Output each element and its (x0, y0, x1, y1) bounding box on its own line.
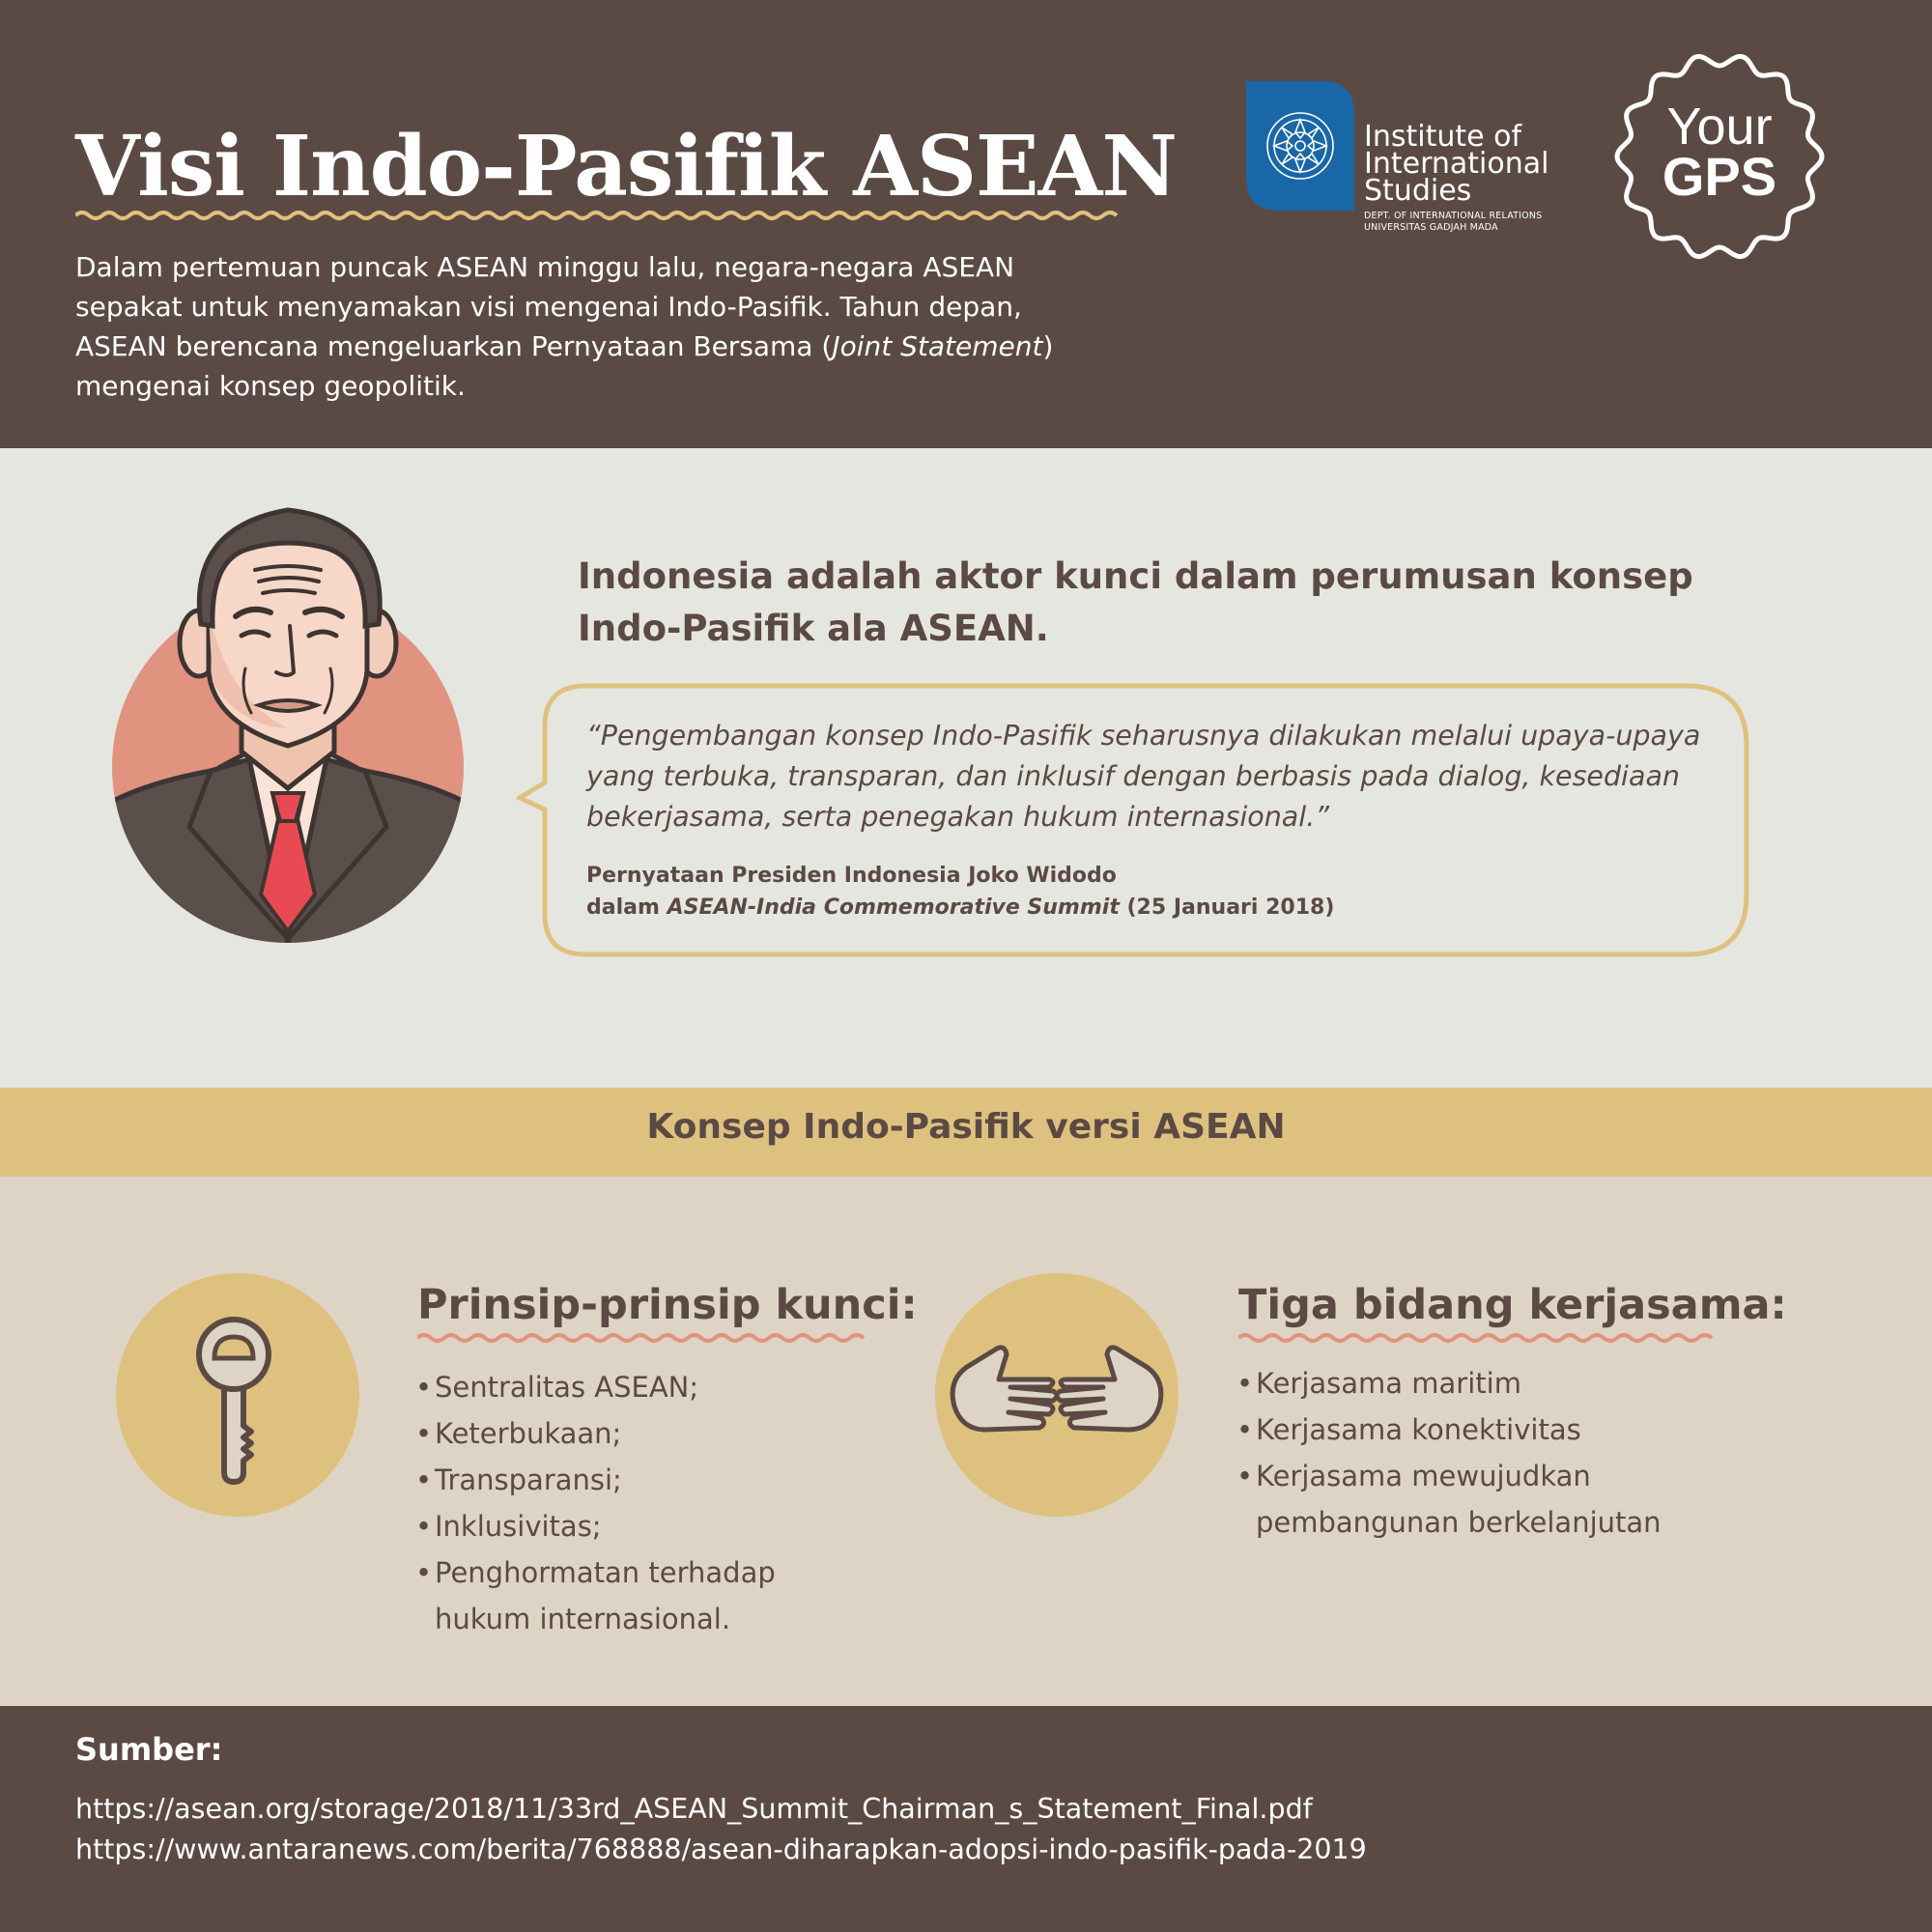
hands-icon (933, 1271, 1180, 1519)
sources-label: Sumber: (75, 1731, 223, 1768)
iis-sub-line2: UNIVERSITAS GADJAH MADA (1364, 222, 1498, 233)
intro-paragraph: Dalam pertemuan puncak ASEAN minggu lalu, negara-negara ASEAN sepakat untuk menyamakan visi mengenai Indo-Pasifik. Tahun depan, ASEAN berencana mengeluarkan Pernyataan Bersama (Joint Statement) mengenai konsep geopolitik. (75, 251, 1054, 402)
principles-heading-underline (417, 1331, 871, 1345)
cooperation-list (1236, 1360, 1777, 1546)
iis-name-line3: Studies (1364, 174, 1472, 208)
badge-line1: Your (1666, 98, 1773, 156)
key-icon (114, 1271, 361, 1519)
list-item: • Inklusivitas; (415, 1503, 869, 1549)
title-underline-wave (75, 209, 1121, 222)
lead-statement: Indonesia adalah aktor kunci dalam perumusan konsep Indo-Pasifik ala ASEAN. (578, 555, 1693, 649)
page-title: Visi Indo-Pasifik ASEAN (75, 118, 1177, 215)
president-quote: “Pengembangan konsep Indo-Pasifik seharusnya dilakukan melalui upaya-upaya yang terbuka, transparan, dan inklusif dengan berbasis pada dialog, kesediaan bekerjasama, serta penegakan hukum internasional.” (586, 720, 1701, 833)
iis-sub-line1: DEPT. OF INTERNATIONAL RELATIONS (1364, 211, 1543, 221)
list-item: • Kerjasama maritim (1236, 1360, 1777, 1406)
iis-name-line2: International (1364, 147, 1549, 181)
iis-logo-text (1364, 120, 1549, 234)
principles-list (415, 1364, 869, 1642)
your-gps-badge (1611, 98, 1828, 207)
source-link-antaranews[interactable]: https://www.antaranews.com/berita/768888/asean-diharapkan-adopsi-indo-pasifik-pada-2019 (75, 1833, 1367, 1865)
cooperation-heading-underline (1238, 1331, 1725, 1345)
list-item: • Transparansi; (415, 1457, 869, 1503)
ugm-seal-icon (1246, 81, 1354, 211)
concept-section-title: Konsep Indo-Pasifik versi ASEAN (646, 1107, 1286, 1147)
list-item: • Sentralitas ASEAN; (415, 1364, 869, 1410)
president-portrait-illustration (104, 498, 471, 952)
cooperation-heading: Tiga bidang kerjasama: (1238, 1281, 1787, 1329)
principles-heading: Prinsip-prinsip kunci: (417, 1281, 918, 1329)
source-link-asean[interactable]: https://asean.org/storage/2018/11/33rd_ASEAN_Summit_Chairman_s_Statement_Final.pdf (75, 1793, 1313, 1825)
list-item: • Kerjasama mewujudkan pembangunan berkelanjutan (1236, 1453, 1719, 1546)
iis-name-line1: Institute of (1364, 120, 1522, 154)
quote-attribution: Pernyataan Presiden Indonesia Joko Widodo dalam ASEAN-India Commemorative Summit (25 Januari 2018) (586, 864, 1335, 920)
list-item: • Penghormatan terhadap hukum internasional. (415, 1549, 821, 1642)
list-item: • Kerjasama konektivitas (1236, 1406, 1777, 1453)
list-item: • Keterbukaan; (415, 1410, 869, 1457)
badge-line2: GPS (1662, 146, 1777, 207)
